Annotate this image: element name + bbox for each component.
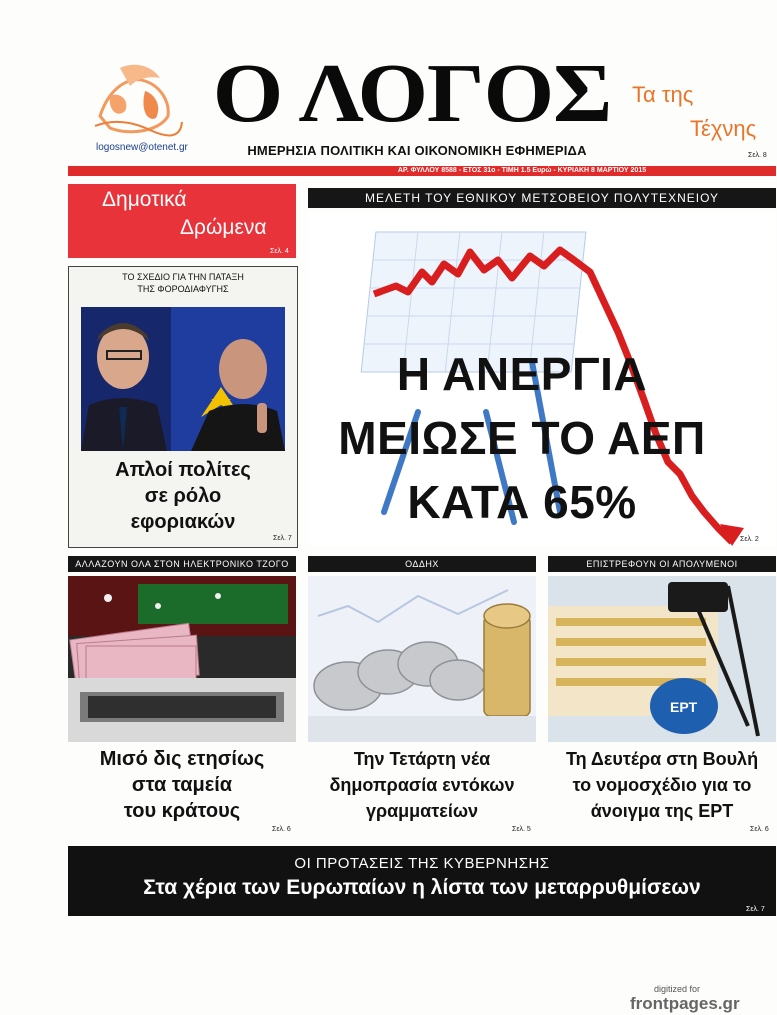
main-title-line1: Η ΑΝΕΡΓΙΑ <box>396 348 648 400</box>
footer-site: frontpages.gr <box>630 994 740 1013</box>
gambling-title-line1: Μισό δις ετησίως <box>99 748 265 770</box>
odhx-title-line2: δημοπρασία εντόκων <box>329 775 515 795</box>
bottom-title: Στα χέρια των Ευρωπαίων η λίστα των μεταρρυθμίσεων <box>143 876 701 899</box>
ert-title-line3: άνοιγμα της ΕΡΤ <box>590 801 734 821</box>
municipal-section-box <box>68 184 296 258</box>
arts-section-line1: Τα της <box>632 82 694 107</box>
gambling-title-line3: του κράτους <box>123 800 241 822</box>
tax-page-ref: Σελ. 7 <box>273 535 292 542</box>
ert-page-ref: Σελ. 6 <box>750 826 769 833</box>
odhx-story-title <box>308 746 536 824</box>
ert-story-title <box>548 746 776 824</box>
ert-title-line1: Τη Δευτέρα στη Βουλή <box>565 749 759 769</box>
odhx-page-ref: Σελ. 5 <box>512 826 531 833</box>
tax-story-title <box>69 457 297 535</box>
gambling-title-line2: στα ταμεία <box>131 774 233 796</box>
bottom-kicker: ΟΙ ΠΡΟΤΑΣΕΙΣ ΤΗΣ ΚΥΒΕΡΝΗΣΗΣ <box>294 855 550 872</box>
ert-mic-label: ΕΡΤ <box>670 699 698 715</box>
main-story-headline <box>332 342 712 534</box>
gambling-story-title <box>68 746 296 824</box>
issue-info: ΑΡ. ΦΥΛΛΟΥ 8588 - ΕΤΟΣ 31ο - ΤΙΜΗ 1.5 Ευρώ - ΚΥΡΙΑΚΗ 8 ΜΑΡΤΙΟΥ 2015 <box>397 167 647 174</box>
logo-illustration-icon <box>90 56 186 138</box>
tax-kicker <box>69 271 297 295</box>
tax-kicker-line1: ΤΟ ΣΧΕΔΙΟ ΓΙΑ ΤΗΝ ΠΑΤΑΞΗ <box>122 272 244 282</box>
tax-title-line3: εφοριακών <box>130 511 236 533</box>
masthead-subtitle: ΗΜΕΡΗΣΙΑ ΠΟΛΙΤΙΚΗ ΚΑΙ ΟΙΚΟΝΟΜΙΚΗ ΕΦΗΜΕΡΙΔΑ <box>247 143 587 158</box>
bottom-page-ref: Σελ. 7 <box>746 906 765 913</box>
gambling-page-ref: Σελ. 6 <box>272 826 291 833</box>
masthead-email: logosnew@otenet.gr <box>96 142 188 153</box>
main-page-ref: Σελ. 2 <box>740 536 759 543</box>
main-story-kicker: ΜΕΛΕΤΗ ΤΟΥ ΕΘΝΙΚΟΥ ΜΕΤΣΟΒΕΙΟΥ ΠΟΛΥΤΕΧΝΕΙΟΥ <box>308 188 776 208</box>
tax-kicker-line2: ΤΗΣ ΦΟΡΟΔΙΑΦΥΓΗΣ <box>137 284 229 294</box>
casino-laptop-photo <box>68 576 296 742</box>
masthead-title: Ο ΛΟΓΟΣ <box>212 47 612 140</box>
ert-kicker: ΕΠΙΣΤΡΕΦΟΥΝ ΟΙ ΑΠΟΛΥΜΕΝΟΙ <box>548 556 776 572</box>
tax-story-panel <box>68 266 298 548</box>
municipal-page-ref: Σελ. 4 <box>270 248 289 255</box>
ert-title-line2: το νομοσχέδιο για το <box>572 775 752 795</box>
ministers-photo <box>81 307 285 451</box>
arts-page-ref: Σελ. 8 <box>748 152 767 159</box>
ert-building-photo <box>548 576 776 742</box>
tax-title-line2: σε ρόλο <box>144 485 222 507</box>
issue-info-bar <box>68 166 776 176</box>
coins-photo <box>308 576 536 742</box>
tax-title-line1: Απλοί πολίτες <box>115 459 251 481</box>
footer-digitized: digitized for <box>654 984 701 994</box>
municipal-line1: Δημοτικά <box>102 188 187 211</box>
odhx-kicker: ΟΔΔΗΧ <box>308 556 536 572</box>
main-title-line3: ΚΑΤΑ 65% <box>407 476 637 528</box>
odhx-title-line1: Την Τετάρτη νέα <box>353 749 491 769</box>
arts-section-line2: Τέχνης <box>690 116 757 141</box>
main-title-line2: ΜΕΙΩΣΕ ΤΟ ΑΕΠ <box>338 412 706 464</box>
bottom-banner <box>68 846 776 916</box>
municipal-line2: Δρώμενα <box>180 216 267 239</box>
odhx-title-line3: γραμματείων <box>365 801 479 821</box>
gambling-kicker: ΑΛΛΑΖΟΥΝ ΟΛΑ ΣΤΟΝ ΗΛΕΚΤΡΟΝΙΚΟ ΤΖΟΓΟ <box>68 556 296 572</box>
